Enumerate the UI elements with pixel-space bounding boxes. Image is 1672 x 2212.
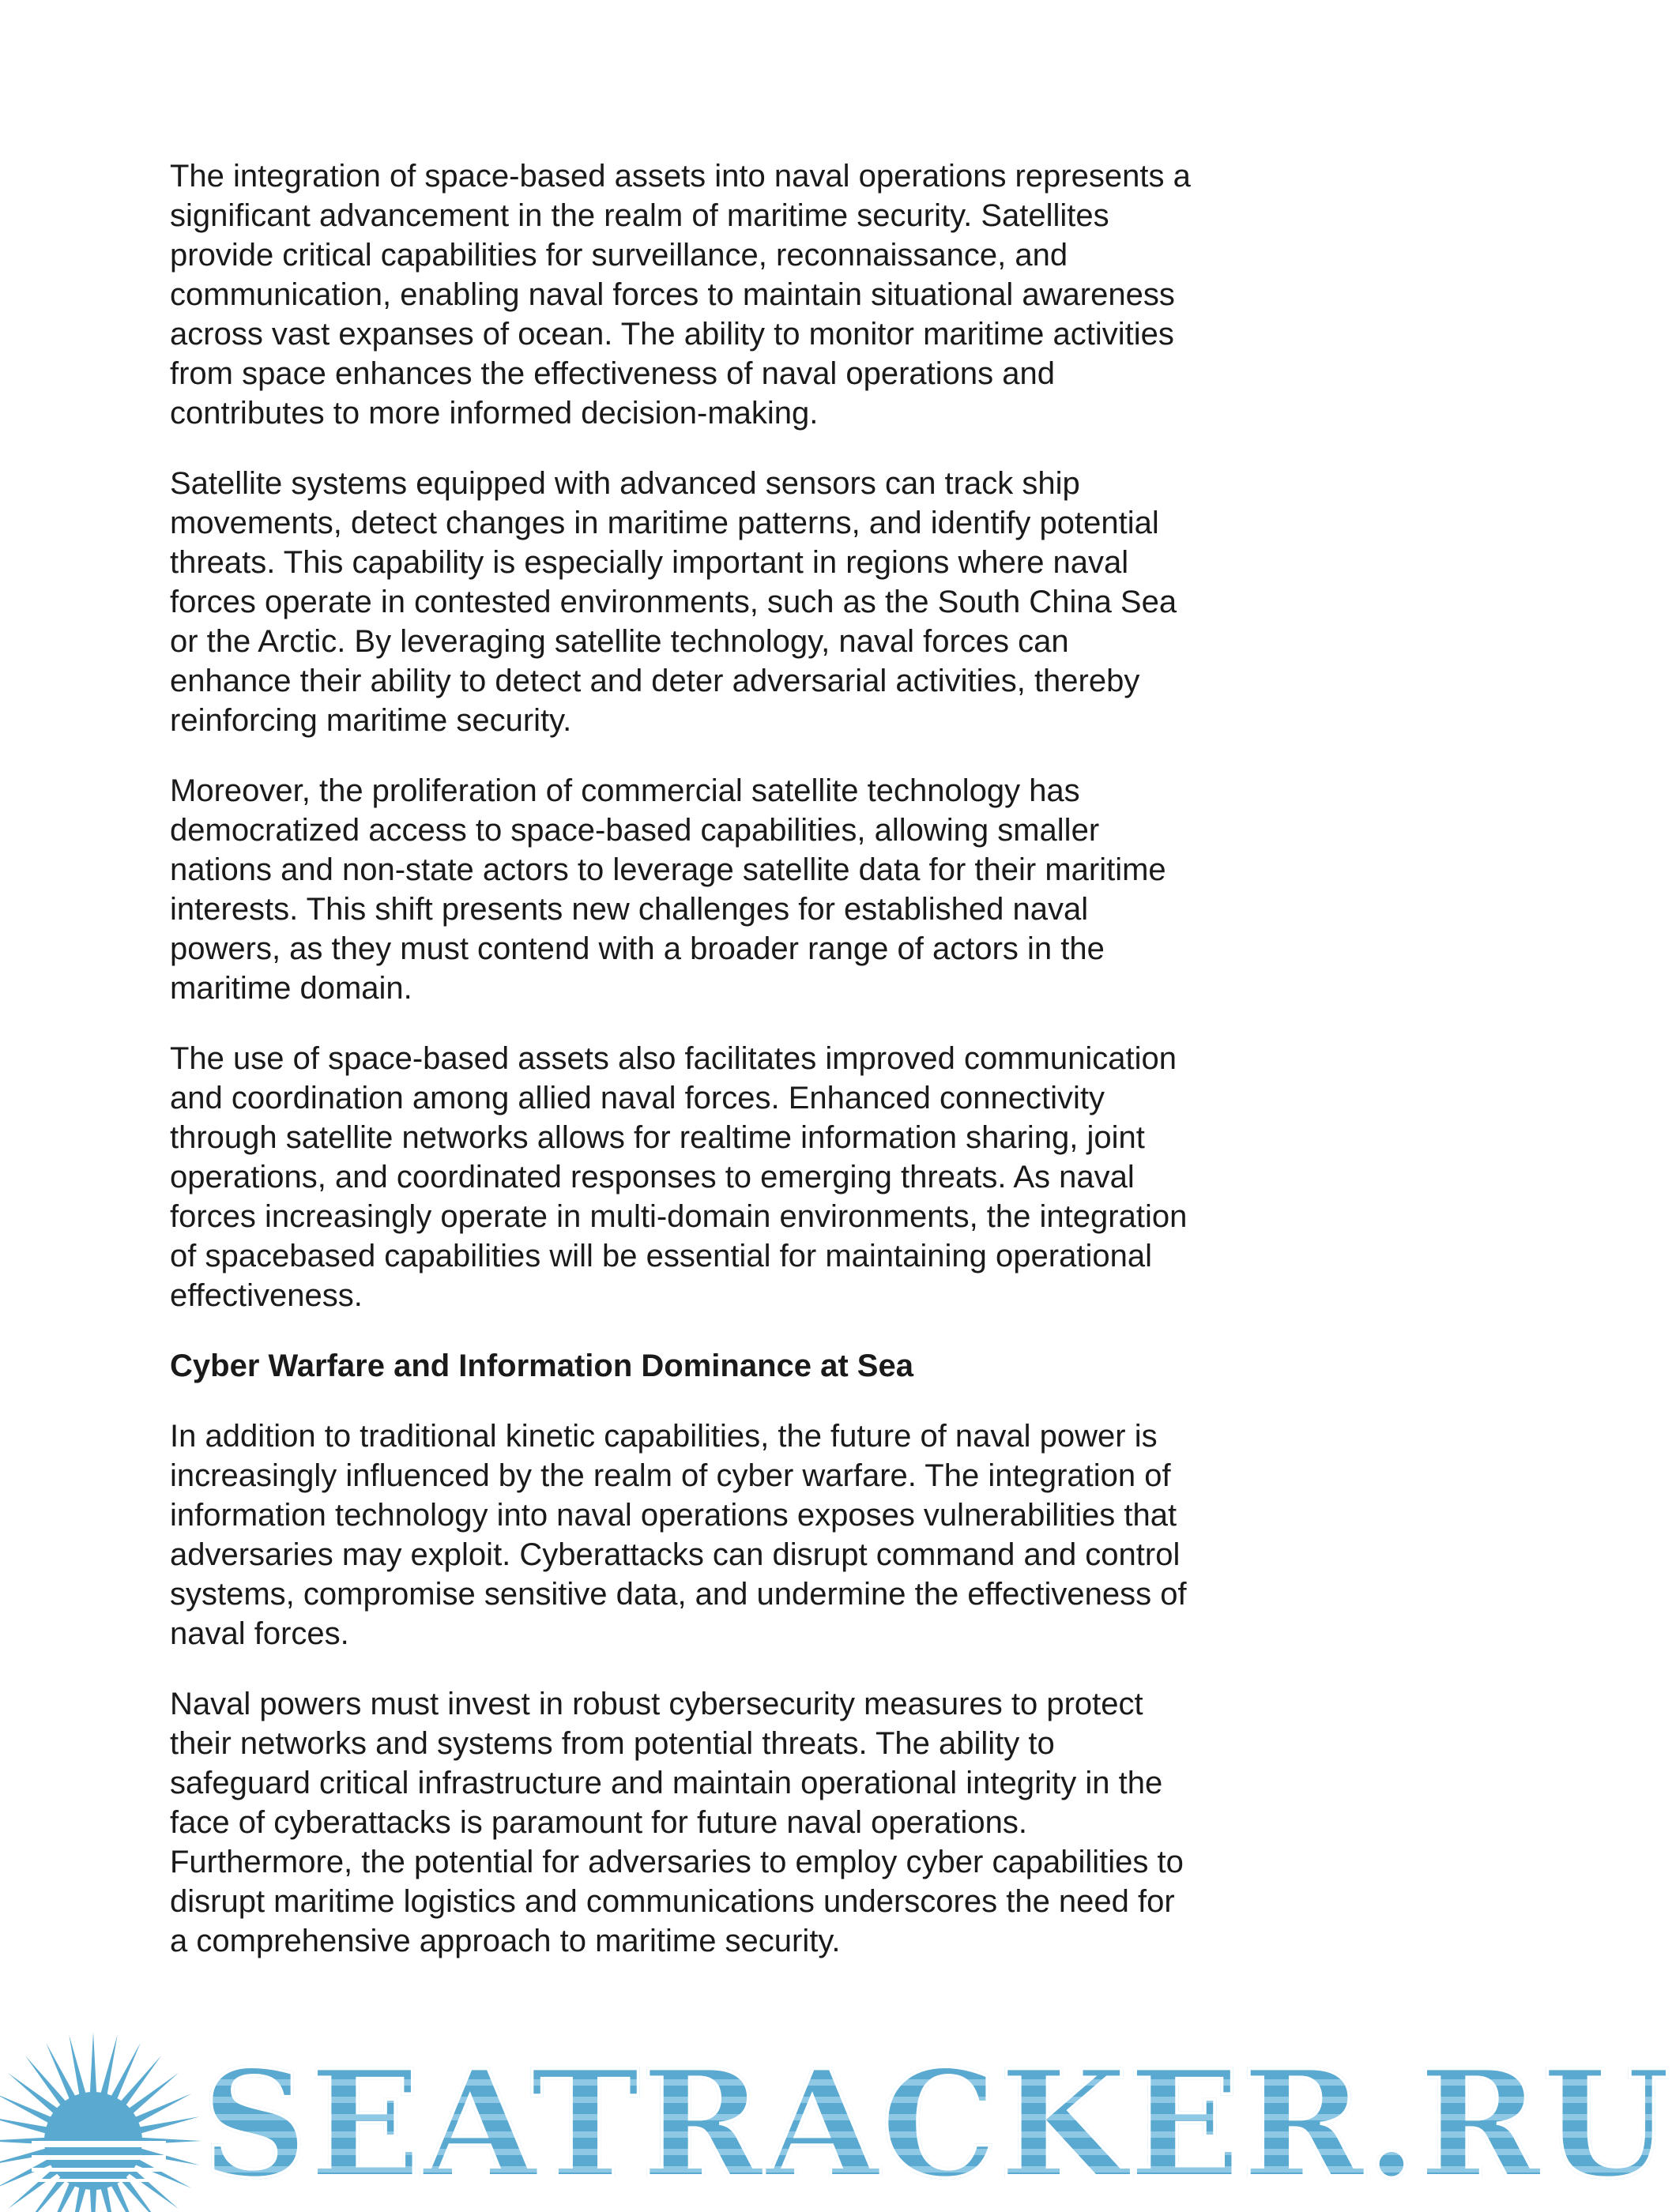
sun-ray xyxy=(134,2094,191,2124)
sun-ray xyxy=(0,2158,52,2188)
sun-icon xyxy=(0,2022,205,2212)
sun-ray xyxy=(8,2073,58,2114)
sun-ray xyxy=(0,2116,48,2133)
sun-ray xyxy=(0,2094,52,2124)
sun-ray xyxy=(128,2073,179,2114)
sun-ray xyxy=(25,2056,66,2106)
sun-ray xyxy=(8,2168,58,2209)
sun-ray xyxy=(90,2032,96,2094)
paragraph: Naval powers must invest in robust cybersecurity measures to protect their networks and systems from potential threats. The ability to safeguard critical infrastructure and maintain operational integrity in the face of cyberattacks is paramount for future naval operations. Furthermore, the potential for adversaries to employ cyber capabilities to disrupt maritime logistics and communications underscores the need for a comprehensive approach to maritime security. xyxy=(170,1687,1184,1958)
watermark xyxy=(0,2022,1672,2212)
sun-ray xyxy=(100,2034,117,2095)
paragraph: Satellite systems equipped with advanced sensors can track ship movements, detect changes in maritime patterns, and identify potential threats. This capability is especially important in regions where naval forces operate in contested environments, such as the South China Sea or the Arctic. By leveraging satellite technology, naval forces can enhance their ability to detect and deter adversarial activities, thereby reinforcing maritime security. xyxy=(170,466,1177,738)
sun-ray xyxy=(46,2043,76,2100)
paragraph: The use of space-based assets also facilitates improved communication and coordination among allied naval forces. Enhanced connectivity through satellite networks allows for realtime information sharing, joint operations, and coordinated responses to emerging threats. As naval forces increasingly operate in multi-domain environments, the integration of spacebased capabilities will be essential for maintaining operational effectiveness. xyxy=(170,1041,1188,1313)
sun-ray xyxy=(111,2043,141,2100)
paragraph: Moreover, the proliferation of commercial satellite technology has democratized access to space-based capabilities, allowing smaller nations and non-state actors to leverage satellite data for their maritime interests. This shift presents new challenges for established naval powers, as they must contend with a broader range of actors in the maritime domain. xyxy=(170,773,1166,1006)
watermark-text: SEATRACKER.RU xyxy=(201,2037,1672,2210)
sun-ray xyxy=(138,2116,199,2133)
text-column xyxy=(170,156,1197,1992)
paragraph: In addition to traditional kinetic capabilities, the future of naval power is increasingly influenced by the realm of cyber warfare. The integration of information technology into naval operations exposes vulnerabilities that adversaries may exploit. Cyberattacks can disrupt command and control systems, compromise sensitive data, and undermine the effectiveness of naval forces. xyxy=(170,1419,1187,1651)
sun-ray xyxy=(134,2158,191,2188)
sun-ray xyxy=(128,2168,179,2209)
section-heading: Cyber Warfare and Information Dominance at Sea xyxy=(170,1349,913,1383)
sun-ray xyxy=(90,2188,96,2212)
paragraph: The integration of space-based assets into naval operations represents a significant advancement in the realm of maritime security. Satellites provide critical capabilities for surveillance, reconnaissance, and communication, enabling naval forces to maintain situational awareness across vast expanses of ocean. The ability to monitor maritime activities from space enhances the effectiveness of naval operations and contributes to more informed decision-making. xyxy=(170,159,1191,431)
sun-ray xyxy=(69,2034,85,2095)
sun-ray xyxy=(120,2056,161,2106)
